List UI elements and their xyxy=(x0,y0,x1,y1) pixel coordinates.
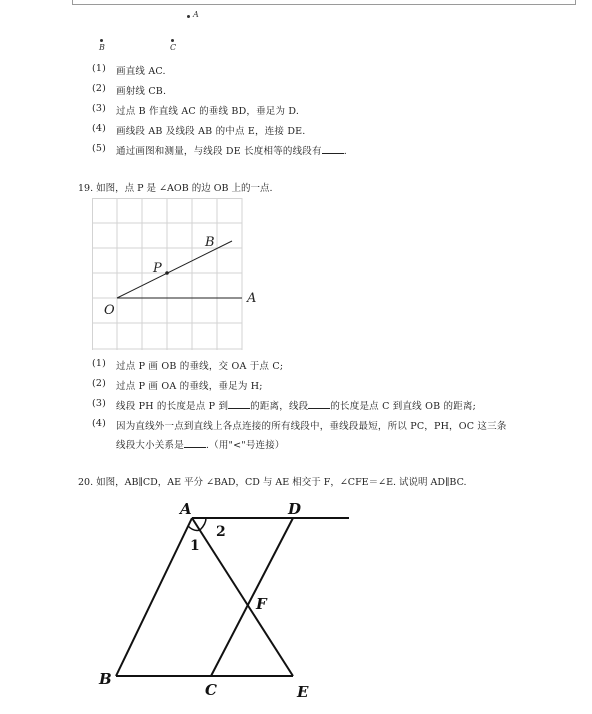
item-text: 过点 P 画 OA 的垂线，垂足为 H; xyxy=(116,381,263,392)
label-f: F xyxy=(256,595,267,613)
q19-figure xyxy=(92,198,257,351)
answer-blank[interactable] xyxy=(308,399,330,409)
label-p: P xyxy=(153,261,162,276)
point-p-dot xyxy=(165,271,169,275)
q20-figure xyxy=(90,496,365,710)
label-d: D xyxy=(288,500,302,518)
item-number: (4) xyxy=(92,123,107,134)
point-c-dot xyxy=(171,39,174,42)
q20-stem: 20. 如图，AB∥CD，AE 平分 ∠BAD，CD 与 AE 相交于 F，∠CFE＝∠E. 试说明 AD∥BC. xyxy=(78,477,467,488)
segment-cd xyxy=(211,518,293,676)
item-number: (5) xyxy=(92,143,107,154)
item-text: 通过画图和测量，与线段 DE 长度相等的线段有 . xyxy=(116,146,347,157)
item-number: (4) xyxy=(92,418,107,429)
point-c-label: C xyxy=(170,43,177,52)
answer-blank[interactable] xyxy=(228,399,250,409)
point-a-dot xyxy=(187,15,190,18)
item-text: 过点 P 画 OB 的垂线，交 OA 于点 C; xyxy=(116,361,284,372)
item-number: (2) xyxy=(92,378,107,389)
q19-stem: 19. 如图，点 P 是 ∠AOB 的边 OB 上的一点. xyxy=(78,183,273,194)
item-number: (3) xyxy=(92,398,107,409)
point-b-dot xyxy=(100,39,103,42)
angle-arc-2 xyxy=(200,518,206,530)
item-number: (1) xyxy=(92,63,107,74)
label-a: A xyxy=(180,500,192,518)
segment-ab xyxy=(116,518,192,676)
answer-blank[interactable] xyxy=(322,144,344,154)
point-b-label: B xyxy=(99,43,105,52)
item-text: 线段大小关系是 .（用"<"号连接） xyxy=(116,440,285,451)
label-angle-2: 2 xyxy=(216,524,226,540)
item-text: 画线段 AB 及线段 AB 的中点 E，连接 DE. xyxy=(116,126,306,137)
label-c: C xyxy=(205,681,217,699)
item-text: 因为直线外一点到直线上各点连接的所有线段中，垂线段最短，所以 PC，PH，OC 这三条 xyxy=(116,421,507,432)
item-number: (2) xyxy=(92,83,107,94)
item-text: 线段 PH 的长度是点 P 到 的距离，线段 的长度是点 C 到直线 OB 的距离; xyxy=(116,401,476,412)
point-a-label: A xyxy=(193,10,199,19)
label-angle-1: 1 xyxy=(190,538,200,554)
label-a: A xyxy=(247,291,257,306)
label-o: O xyxy=(104,303,115,318)
item-text: 画射线 CB. xyxy=(116,86,167,97)
answer-blank[interactable] xyxy=(184,438,206,448)
segment-ae xyxy=(192,518,293,676)
item-text: 画直线 AC. xyxy=(116,66,166,77)
page-top-border xyxy=(72,0,576,5)
label-e: E xyxy=(297,683,309,701)
label-b: B xyxy=(205,235,215,250)
item-text: 过点 B 作直线 AC 的垂线 BD，垂足为 D. xyxy=(116,106,300,117)
item-number: (1) xyxy=(92,358,107,369)
item-number: (3) xyxy=(92,103,107,114)
label-b: B xyxy=(99,670,112,688)
ray-ob xyxy=(117,241,232,298)
